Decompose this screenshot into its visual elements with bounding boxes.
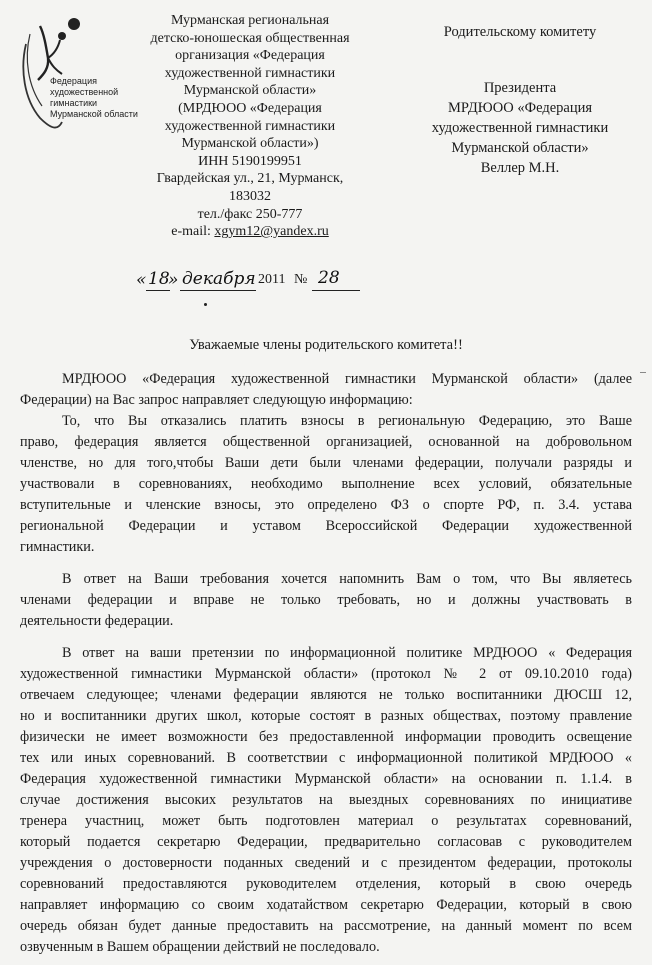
- date-day: 18: [148, 269, 170, 289]
- org-line: художественной гимнастики: [164, 65, 336, 81]
- number-sign: №: [294, 272, 308, 287]
- body-line: случае достижения высоких результатов на выездных соревнованиях по инициативе: [20, 792, 632, 808]
- federation-logo: [18, 14, 138, 132]
- body-line: тренера участниц, может быть подготовлен материал о результатах соревнований,: [20, 813, 632, 829]
- body-line: членстве, но для того,чтобы Ваши дети были членами федерации, получали разряды и: [20, 455, 632, 471]
- org-line: художественной гимнастики: [164, 118, 336, 134]
- org-line: Мурманской области»: [183, 83, 317, 99]
- body-line: участвовали в соревнованиях, необходимо выполнение всех условий, обязательные: [20, 476, 632, 492]
- body-line: МРДЮОО «Федерация художественной гимнастики Мурманской области» (далее: [62, 371, 632, 387]
- logo-caption-line: Мурманской области: [50, 109, 138, 119]
- letter-number: 28: [318, 268, 340, 288]
- addressee-block: [400, 22, 640, 178]
- body-line: соревнований предоставляются руководителем отделения, который в свою очередь: [20, 876, 632, 892]
- date-month: декабря: [182, 269, 256, 289]
- org-line: Мурманская региональная: [170, 13, 330, 28]
- body-line: членами федерации и вправе не только требовать, но и должны участвовать в: [20, 592, 632, 608]
- body-line: но и воспитанники других школ, которые состоят в разных обществах, поэтому правление: [20, 708, 632, 724]
- email-link[interactable]: xgym12@yandex.ru: [214, 224, 329, 240]
- body-line: который подается секретарю Федерации, предварительно согласовав с руководителем: [20, 834, 632, 850]
- salutation: Уважаемые члены родительского комитета!!: [189, 337, 463, 353]
- body-line: право, федерация является общественной организацией, основанной на добровольном: [20, 434, 632, 450]
- body-line: направляет информацию со своим ходатайством секретарю Федерации, который в свою: [20, 897, 632, 913]
- org-postcode: 183032: [229, 188, 271, 204]
- body-line: художественной гимнастики Мурманской области» (протокол № 2 от 09.10.2010 года): [20, 666, 632, 682]
- addressee-line: художественной гимнастики: [431, 120, 609, 136]
- body-line: Федерация художественной гимнастики Мурманской области» на основании п. 1.1.4. в: [20, 771, 632, 787]
- date-year: 2011: [258, 272, 286, 287]
- body-line: вступительные и членские взносы, это определено ФЗ о спорте РФ, п. 3.4. устава: [20, 497, 632, 513]
- body-line: очередь обязан будет данные предоставить на рассмотрение, на данный момент по всем: [20, 918, 632, 934]
- email-label: e-mail:: [171, 224, 211, 240]
- margin-mark: [640, 372, 646, 373]
- date-day-underline: [146, 290, 170, 291]
- body-line: В ответ на ваши претензии по информационной политике МРДЮОО « Федерация: [62, 645, 632, 661]
- date-close-quote: »: [168, 270, 179, 290]
- body-line: То, что Вы отказались платить взносы в региональную Федерацию, это Ваше: [62, 413, 632, 429]
- body-line: региональной Федерации и уставом Всероссийской Федерации художественной: [20, 518, 632, 534]
- body-line: учреждения о достоверности поданных сведений и с президентом федерации, протоколы: [20, 855, 632, 871]
- body-line: физически не имеет возможности без предоставленной информации проводить освещение: [20, 729, 632, 745]
- body-line: озвученным в Вашем обращении действий не последовало.: [20, 939, 380, 955]
- logo-caption-line: Федерация: [50, 76, 97, 86]
- body-line: тех или иных соревнований. В соответствии с информационной политикой МРДЮОО «: [20, 750, 632, 766]
- org-email-row: [140, 223, 360, 241]
- org-address: Гвардейская ул., 21, Мурманск,: [156, 171, 344, 187]
- body-line: деятельности федерации.: [20, 613, 174, 629]
- organization-header: [140, 12, 360, 241]
- addressee-recipient: Родительскому комитету: [443, 24, 597, 40]
- addressee-line: Мурманской области»: [451, 140, 589, 156]
- number-underline: [312, 290, 360, 291]
- org-inn: ИНН 5190199951: [198, 153, 302, 169]
- logo-caption-line: гимнастики: [50, 98, 98, 108]
- logo-caption-line: художественной: [50, 87, 119, 97]
- org-phone: тел./факс 250-777: [197, 206, 303, 222]
- date-number-line: [136, 268, 376, 294]
- org-line: детско-юношеская общественная: [150, 30, 350, 46]
- org-line: (МРДЮОО «Федерация: [178, 100, 322, 116]
- org-line: организация «Федерация: [175, 48, 325, 64]
- body-line: отвечаем следующее; членами федерации являются не только воспитанники ДЮСШ 12,: [20, 687, 632, 703]
- body-line: гимнастики.: [20, 539, 95, 555]
- addressee-line: Президента: [483, 80, 557, 96]
- logo-caption: [50, 76, 138, 120]
- body-line: В ответ на Ваши требования хочется напомнить Вам о том, что Вы являетесь: [62, 571, 632, 587]
- addressee-line: МРДЮОО «Федерация: [447, 100, 593, 116]
- body-line: Федерации) на Вас запрос направляет следующую информацию:: [20, 392, 413, 408]
- org-line: Мурманской области»): [181, 136, 319, 152]
- date-month-underline: [180, 290, 256, 291]
- date-open-quote: «: [136, 270, 147, 290]
- ink-dot: [204, 303, 207, 306]
- addressee-name: Веллер М.Н.: [480, 160, 560, 176]
